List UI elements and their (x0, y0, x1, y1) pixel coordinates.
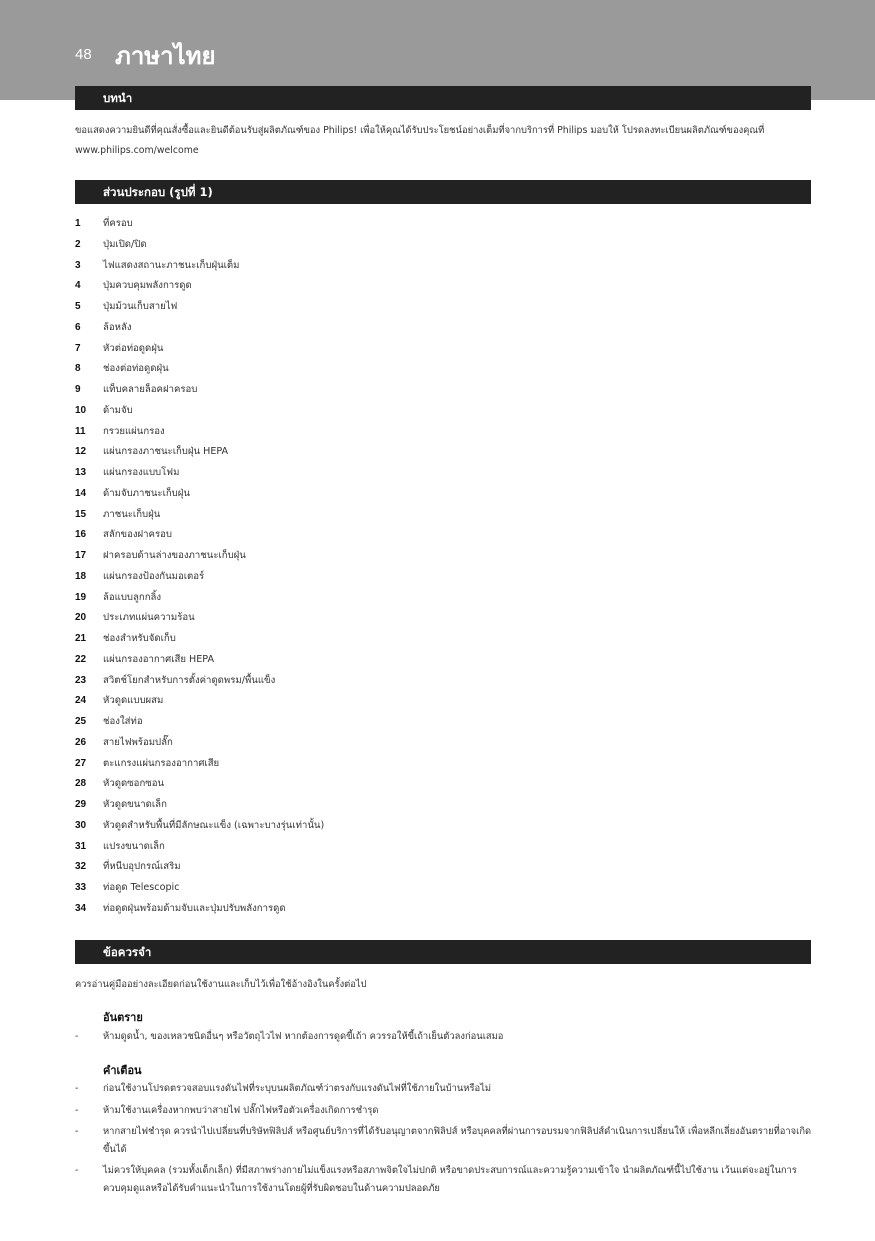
part-label: หัวต่อท่อดูดฝุ่น (103, 342, 164, 354)
part-label: ปุ่มม้วนเก็บสายไฟ (103, 301, 178, 312)
warning-item (75, 1102, 815, 1120)
danger-title: อันตราย (103, 1011, 143, 1024)
list-item (75, 276, 324, 297)
part-label: ที่หนีบอุปกรณ์เสริม (103, 861, 181, 873)
list-item (75, 733, 324, 754)
bullet-dash: - (75, 1083, 79, 1094)
part-label: หัวดูดขนาดเล็ก (103, 799, 167, 810)
part-number: 23 (75, 674, 87, 686)
list-item (75, 422, 324, 443)
list-item (75, 463, 324, 484)
part-number: 32 (75, 861, 87, 873)
page-number: 48 (75, 46, 92, 63)
part-number: 33 (75, 882, 87, 893)
intro-heading: บทนำ (75, 86, 811, 110)
list-item (75, 484, 324, 505)
part-label: แท็บคลายล็อคฝาครอบ (103, 384, 198, 395)
warning-item-text: ไม่ควรให้บุคคล (รวมทั้งเด็กเล็ก) ที่มีสภาพร่างกายไม่แข็งแรงหรือสภาพจิตใจไม่ปกติ หรือขาดประสบการณ์และความรู้ความเข้าใจ นำผลิตภัณฑ์นี้ไปใช้งาน เว้นแต่จะอยู่ในการควบคุมดูแลหรือได้รับคำแนะนำในการใช้งานโดยผู้ที่รับผิดชอบในด้านความปลอดภัย (103, 1165, 797, 1194)
list-item (75, 899, 324, 920)
bullet-dash: - (75, 1165, 79, 1176)
list-item (75, 380, 324, 401)
list-item (75, 359, 324, 380)
part-number: 11 (75, 425, 86, 437)
part-number: 18 (75, 570, 87, 582)
part-label: แผ่นกรองป้องกันมอเตอร์ (103, 570, 205, 582)
list-item (75, 525, 324, 546)
part-label: ท่อดูดฝุ่นพร้อมด้ามจับและปุ่มปรับพลังการดูด (103, 902, 286, 914)
list-item (75, 442, 324, 463)
list-item (75, 546, 324, 567)
list-item (75, 816, 324, 837)
list-item (75, 795, 324, 816)
list-item (75, 712, 324, 733)
part-label: สลักของฝาครอบ (103, 529, 172, 541)
part-number: 9 (75, 384, 81, 395)
part-number: 30 (75, 819, 87, 831)
list-item (75, 505, 324, 526)
list-item (75, 297, 324, 318)
part-number: 19 (75, 591, 87, 603)
bullet-dash: - (75, 1031, 79, 1042)
part-number: 21 (75, 633, 87, 644)
part-label: แปรงขนาดเล็ก (103, 840, 165, 852)
list-item (75, 235, 324, 256)
part-label: สายไฟพร้อมปลั๊ก (103, 736, 173, 748)
part-label: หัวดูดซอกซอน (103, 778, 165, 790)
part-number: 25 (75, 716, 87, 727)
part-label: ล้อแบบลูกกลิ้ง (103, 591, 162, 603)
part-number: 8 (75, 363, 81, 375)
part-number: 10 (75, 404, 87, 416)
warning-item-text: ก่อนใช้งานโปรดตรวจสอบแรงดันไฟที่ระบุบนผลิตภัณฑ์ว่าตรงกับแรงดันไฟที่ใช้ภายในบ้านหรือไม่ (103, 1083, 492, 1094)
list-item (75, 878, 324, 899)
list-item (75, 629, 324, 650)
part-label: หัวดูดสำหรับพื้นที่มีลักษณะแข็ง (เฉพาะบางรุ่นเท่านั้น) (103, 819, 325, 831)
danger-item-text: ห้ามดูดน้ำ, ของเหลวชนิดอื่นๆ หรือวัตถุไวไฟ หากต้องการดูดขี้เถ้า ควรรอให้ขี้เถ้าเย็นตัวลงก่อนเสมอ (103, 1031, 504, 1042)
list-item (75, 671, 324, 692)
part-label: แผ่นกรองอากาศเสีย HEPA (103, 653, 215, 665)
part-label: ที่ครอบ (103, 218, 133, 229)
list-item (75, 837, 324, 858)
part-label: ตะแกรงแผ่นกรองอากาศเสีย (103, 757, 220, 769)
part-label: ด้ามจับภาชนะเก็บฝุ่น (103, 487, 190, 499)
list-item (75, 774, 324, 795)
warning-item (75, 1123, 815, 1159)
list-item (75, 857, 324, 878)
part-number: 26 (75, 736, 87, 748)
part-label: ภาชนะเก็บฝุ่น (103, 508, 161, 520)
part-label: สวิตช์โยกสำหรับการตั้งค่าดูดพรม/พื้นแข็ง (103, 674, 276, 686)
list-item (75, 256, 324, 277)
part-label: ปุ่มควบคุมพลังการดูด (103, 280, 192, 292)
part-label: หัวดูดแบบผสม (103, 695, 164, 707)
part-number: 2 (75, 238, 81, 250)
warning-item (75, 1080, 815, 1098)
part-label: ปุ่มเปิด/ปิด (103, 238, 147, 250)
part-label: แผ่นกรองแบบโฟม (103, 467, 180, 478)
language-title: ภาษาไทย (115, 42, 216, 70)
important-heading: ข้อควรจำ (75, 940, 811, 964)
part-label: ล้อหลัง (103, 321, 132, 333)
list-item (75, 588, 324, 609)
part-number: 15 (75, 508, 87, 520)
danger-item (75, 1028, 815, 1046)
part-number: 24 (75, 695, 87, 707)
list-item (75, 608, 324, 629)
header-band (0, 0, 875, 100)
part-label: กรวยแผ่นกรอง (103, 425, 165, 437)
list-item (75, 214, 324, 235)
part-label: ฝาครอบด้านล่างของภาชนะเก็บฝุ่น (103, 550, 246, 561)
part-number: 31 (75, 840, 87, 852)
part-label: ช่องสำหรับจัดเก็บ (103, 633, 176, 644)
warning-title: คำเตือน (103, 1064, 142, 1077)
part-number: 22 (75, 653, 87, 665)
list-item (75, 339, 324, 360)
warning-item-text: หากสายไฟชำรุด ควรนำไปเปลี่ยนที่บริษัทฟิลิปส์ หรือศูนย์บริการที่ได้รับอนุญาตจากฟิลิปส์ หรือบุคคลที่ผ่านการอบรมจากฟิลิปส์ดำเนินการเปลี่ยนให้ เพื่อหลีกเลี่ยงอันตรายที่อาจเกิดขึ้นได้ (103, 1126, 812, 1155)
part-number: 27 (75, 757, 87, 769)
part-number: 20 (75, 612, 87, 624)
part-number: 3 (75, 259, 81, 271)
bullet-dash: - (75, 1105, 79, 1116)
part-number: 14 (75, 487, 87, 499)
part-number: 6 (75, 321, 81, 333)
part-number: 28 (75, 778, 87, 790)
important-intro: ควรอ่านคู่มืออย่างละเอียดก่อนใช้งานและเก็บไว้เพื่อใช้อ้างอิงในครั้งต่อไป (75, 979, 367, 990)
part-label: ช่องใส่ท่อ (103, 716, 143, 727)
list-item (75, 650, 324, 671)
parts-list (75, 214, 324, 920)
list-item (75, 401, 324, 422)
part-label: ท่อดูด Telescopic (103, 882, 180, 893)
part-label: ช่องต่อท่อดูดฝุ่น (103, 363, 169, 375)
part-label: ด้ามจับ (103, 404, 133, 416)
part-number: 5 (75, 301, 81, 312)
part-number: 1 (75, 218, 81, 229)
list-item (75, 754, 324, 775)
part-number: 17 (75, 550, 87, 561)
warning-item-text: ห้ามใช้งานเครื่องหากพบว่าสายไฟ ปลั๊กไฟหรือตัวเครื่องเกิดการชำรุด (103, 1105, 379, 1116)
part-number: 4 (75, 280, 81, 292)
parts-heading: ส่วนประกอบ (รูปที่ 1) (75, 180, 811, 204)
bullet-dash: - (75, 1126, 79, 1137)
part-number: 13 (75, 467, 87, 478)
part-label: แผ่นกรองภาชนะเก็บฝุ่น HEPA (103, 446, 229, 458)
part-number: 34 (75, 902, 87, 914)
part-label: ประเภทแผ่นความร้อน (103, 612, 195, 624)
part-number: 29 (75, 799, 87, 810)
part-label: ไฟแสดงสถานะภาชนะเก็บฝุ่นเต็ม (103, 259, 240, 271)
list-item (75, 318, 324, 339)
list-item (75, 567, 324, 588)
intro-text: ขอแสดงความยินดีที่คุณสั่งซื้อและยินดีต้อนรับสู่ผลิตภัณฑ์ของ Philips! เพื่อให้คุณได้รับประโยชน์อย่างเต็มที่จากบริการที่ Philips มอบให้ โปรดลงทะเบียนผลิตภัณฑ์ของคุณที่ www.philips.com/welcome (75, 125, 765, 156)
warning-item (75, 1162, 815, 1198)
part-number: 7 (75, 342, 81, 354)
part-number: 16 (75, 529, 87, 541)
list-item (75, 691, 324, 712)
part-number: 12 (75, 446, 87, 458)
